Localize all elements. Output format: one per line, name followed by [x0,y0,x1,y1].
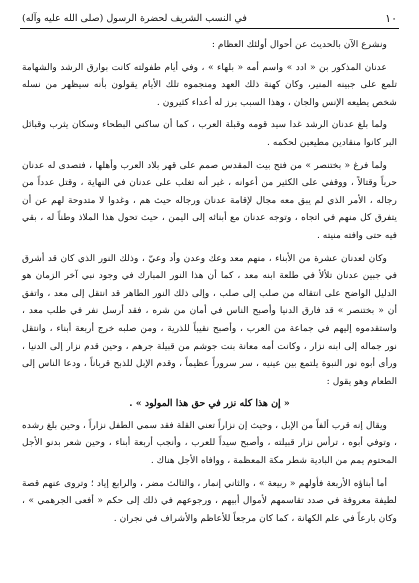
main-text [22,36,397,532]
page-header [22,8,397,28]
paragraph: ولما بلغ عدنان الرشد غدا سيد قومه وقبلة العرب ، كما أن ساكني البطحاء وسكان يثرب وقبائل البر كانوا منقادين مطيعين لحكمه . [22,119,397,148]
paragraph: أما أبناؤه الأربعة فأولهم « ربيعة » ، والثاني إنمار ، والثالث مضر ، والرابع إياد ؛ وتروى عنهم قصة لطيفة معروفة في صدد تقاسمهم لأموال أبيهم ، ورجوعهم في ذلك إلى حكم « أفعى الجرهمي » ، وكان بارعاً في علم الكهانة ، كما كان مرجعاً للأعاظم والأشراف في نجران . [22,477,397,524]
paragraph: عدنان المذكور بن « ادد » واسم أمه « بلهاء » ، وفي أيام طفولته كانت بوارق الرشد والشهامة تلمع على جبينه المنير، وكان كهنة ذلك العهد ومنجموه تلك الأيام يقولون بأنه سيظهر من نسله شخص يطيعه الإنس والجان ، وهذا السبب برز له أعداء كثيرون . [22,61,397,108]
running-head: في النسب الشريف لحضرة الرسول (صلى الله عليه وآله) [22,12,247,24]
quoted-saying: « إن هذا كله نزر في حق هذا المولود » . [129,398,290,410]
page-number: ١٠ [385,11,397,25]
header-rule [20,28,399,29]
paragraph: ونشرع الآن بالحديث عن أحوال أولئك العظام : [211,39,387,50]
paragraph: ويقال إنه قرب ألفاً من الإبل ، وحيث إن نزاراً تعني القلة فقد سمي الطفل نزاراً ، وحين بلغ رشده ، وتوفي أبوه ، ترأس نزار قبيلته ، وأصبح سيداً للعرب ، وأنجب أربعة أبناء ، وحين شعر بدنو الأجل المحتوم يمم من البادية شطر مكة المعظمة ، ووافاه الأجل هناك . [22,419,397,467]
paragraph: ولما فرغ « بختنصر » من فتح بيت المقدس صمم على قهر بلاد العرب وأهلها ، فتصدى له عدنان حرباً وقتالاً ، ووقفي على الكثير من أعوانه ، غير أنه تغلب على عدنان في النهاية ، وقتل عدداً من رجاله ، الأمر الذي لم يبق معه مجال لإقامة عدنان ورجاله حيث هم ، وغدوا لا متدوحة لهم عن أن يتفرق كل منهم في اتجاه ، وتوجه عدنان مع أبنائه إلى اليمن ، حيث تحول هذا الملاذ وطناً له ، بقي فيه حتى وافته منيته . [22,159,397,241]
paragraph: وكان لعدنان عشرة من الأبناء ، منهم معد وعك وعدن وأد وعيّ ، وذلك النور الذي كان قد أشرق في جبين عدنان تلألأ في طلعة ابنه معد ، كما أن هذا النور المبارك في وجود نبي آخر الزمان هو الدليل الواضح على انتقاله من صلب إلى صلب ، وإلى ذلك النور الطاهر قد انتقل إلى معد ، واتفق أن « بختنصر » قد فارق الدنيا وأصبح الناس في أمان من شره ، فقد أرسل نفر في طلب معد ، واستقدموه إليهم في جماعة من العرب ، وأصبح نقيباً للذرية ، ومن صلبه خرج أربعة أبناء ، وانتقل نور جماله إلى ابنه نزار ، وكانت أمه معانة بنت جوشم من قبيلة جرهم ، وحين قدم نزار إلى الدنيا ، ورأى أبوه نور النبوة يلتمع بين عينيه ، سر سروراً عظيماً ، وقدم الإبل للذبح قرباناً ، ودعا الناس إلى الطعام وهو يقول : [22,252,397,387]
